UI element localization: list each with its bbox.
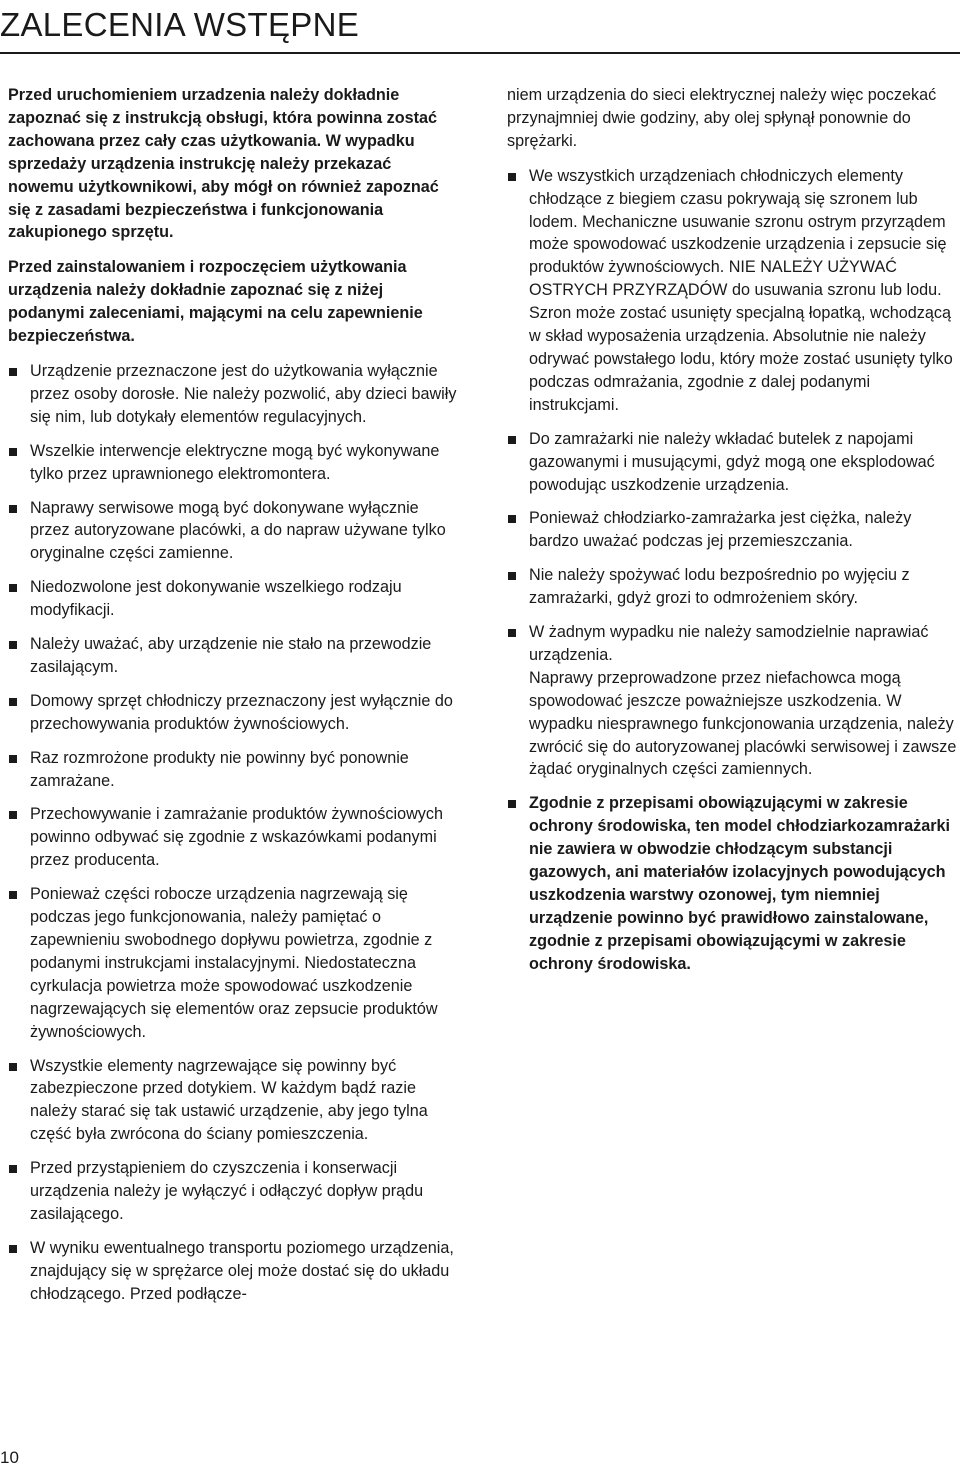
square-bullet-icon <box>9 698 17 706</box>
left-column <box>8 84 460 1317</box>
safety-list-continued <box>507 165 957 976</box>
list-item-repair <box>507 621 957 781</box>
intro-paragraph: Przed uruchomieniem urzadzenia należy dokładnie zapoznać się z instrukcją obsługi, która powinna zostać zachowana przez cały czas użytkowania. W wypadku sprzedaży urządzenia instrukcję należy przekazać nowemu użytkownikowi, aby mógł on również zapoznać się z zasadami bezpieczeństwa i funkcjonowania zakupionego sprzętu. <box>8 86 439 242</box>
list-item-text: Urządzenie przeznaczone jest do użytkowania wyłącznie przez osoby dorosłe. Nie należy pozwolić, aby dzieci bawiły się nim, lub dotykały elementów regulacyjnych. <box>30 361 457 426</box>
page-header <box>0 0 960 54</box>
list-item-text: Należy uważać, aby urządzenie nie stało na przewodzie zasilającym. <box>30 635 432 676</box>
list-item <box>507 165 957 417</box>
list-item-text: Wszelkie interwencje elektryczne mogą być wykonywane tylko przez uprawnionego elektromontera. <box>30 441 440 483</box>
list-item <box>8 633 460 679</box>
list-item <box>507 428 957 497</box>
list-item-text: Przed przystąpieniem do czyszczenia i konserwacji urządzenia należy je wyłączyć i odłączyć dopływ prądu zasilającego. <box>30 1159 424 1223</box>
continuation-paragraph: niem urządzenia do sieci elektrycznej należy więc poczekać przynajmniej dwie godziny, aby olej spłynął ponownie do sprężarki. <box>507 86 937 150</box>
list-item-text: Naprawy serwisowe mogą być dokonywane wyłącznie przez autoryzowane placówki, a do napraw używane tylko oryginalne części zamienne. <box>30 498 446 563</box>
list-item <box>8 576 460 622</box>
list-item-text: W wyniku ewentualnego transportu poziomego urządzenia, znajdujący się w sprężarce olej może dostać się do układu chłodzącego. Przed podłącze- <box>30 1238 454 1303</box>
square-bullet-icon <box>508 800 516 808</box>
environment-notice-text: Zgodnie z przepisami obowiązującymi w zakresie ochrony środowiska, ten model chłodziarkozamrażarki nie zawiera w obwodzie chłodzącym substancji gazowych, ani materiałów izolacyjnych powodujących uszkodzenia warstwy ozonowej, tym niemniej urządzenie powinno być prawidłowo zainstalowane, zgodnie z przepisami obowiązującymi w zakresie ochrony środowiska. <box>529 794 950 973</box>
list-item-text: Domowy sprzęt chłodniczy przeznaczony jest wyłącznie do przechowywania produktów żywnościowych. <box>30 691 453 733</box>
list-item <box>8 1237 460 1306</box>
page-title: ZALECENIA WSTĘPNE <box>0 6 360 43</box>
list-item-text: Do zamrażarki nie należy wkładać butelek z napojami gazowanymi i musującymi, gdyż mogą one eksplodować powodując uszkodzenie urządzenia. <box>529 429 935 494</box>
list-item <box>8 497 460 566</box>
square-bullet-icon <box>9 505 17 513</box>
list-item-text: Raz rozmrożone produkty nie powinny być ponownie zamrażane. <box>30 748 409 790</box>
list-item <box>507 564 957 610</box>
list-item <box>8 803 460 872</box>
square-bullet-icon <box>9 755 17 763</box>
list-item-text: Ponieważ chłodziarko-zamrażarka jest ciężka, należy bardzo uważać podczas jej przemieszczania. <box>529 509 912 551</box>
list-item <box>8 360 460 429</box>
repair-details-text: Naprawy przeprowadzone przez niefachowca mogą spowodować jeszcze poważniejsze uszkodzenia. W wypadku niesprawnego funkcjonowania urządzenia, należy zwrócić się do autoryzowanej placówki serwisowej i zawsze żądać oryginalnych części zamiennych. <box>529 668 957 779</box>
list-item <box>8 1157 460 1226</box>
square-bullet-icon <box>9 641 17 649</box>
list-item <box>8 690 460 736</box>
right-column <box>507 84 957 987</box>
square-bullet-icon <box>9 891 17 899</box>
square-bullet-icon <box>508 515 516 523</box>
square-bullet-icon <box>508 572 516 580</box>
square-bullet-icon <box>9 811 17 819</box>
list-item-text: Wszystkie elementy nagrzewające się powinny być zabezpieczone przed dotykiem. W każdym bądź razie należy starać się tak ustawić urządzenie, aby jego tylna część była zwrócona do ściany pomieszczenia. <box>30 1056 428 1144</box>
square-bullet-icon <box>9 1165 17 1173</box>
list-item-text: Niedozwolone jest dokonywanie wszelkiego rodzaju modyfikacji. <box>30 578 402 620</box>
page-number: 10 <box>0 1448 19 1467</box>
square-bullet-icon <box>508 629 516 637</box>
list-item-text: Nie należy spożywać lodu bezpośrednio po wyjęciu z zamrażarki, gdyż grozi to odmrożeniem skóry. <box>529 566 910 608</box>
list-item-text: Ponieważ części robocze urządzenia nagrzewają się podczas jego funkcjonowania, należy pamiętać o zapewnieniu swobodnego dopływu powietrza, zgodnie z podanymi instrukcjami instalacyjnymi. Niedostateczna cyrkulacja powietrza może spowodować uszkodzenie nagrzewających się elementów oraz zepsucie produktów żywnościowych. <box>30 885 438 1041</box>
list-item <box>8 883 460 1043</box>
list-item <box>8 1055 460 1147</box>
square-bullet-icon <box>9 448 17 456</box>
safety-list <box>8 360 460 1306</box>
list-item-text: We wszystkich urządzeniach chłodniczych elementy chłodzące z biegiem czasu pokrywają się szronem lub lodem. Mechaniczne usuwanie szronu ostrym przyrządem może spowodować uszkodzenie urządzenia i zepsucie się produktów żywnościowych. NIE NALEŻY UŻYWAĆ OSTRYCH PRZYRZĄDÓW do usuwania szronu lub lodu. Szron może zostać usunięty specjalną łopatką, wchodzącą w skład wyposażenia urządzenia. Absolutnie nie należy odrywać powstałego lodu, który może zostać usunięty tylko podczas odmrażania, zgodnie z dalej podanymi instrukcjami. <box>529 166 953 414</box>
square-bullet-icon <box>9 1245 17 1253</box>
list-item-environment <box>507 792 957 975</box>
square-bullet-icon <box>508 436 516 444</box>
list-item <box>8 747 460 793</box>
square-bullet-icon <box>9 1063 17 1071</box>
list-item <box>8 440 460 486</box>
list-item-text: Przechowywanie i zamrażanie produktów żywnościowych powinno odbywać się zgodnie z wskazówkami podanymi przez producenta. <box>30 805 443 870</box>
safety-intro-paragraph: Przed zainstalowaniem i rozpoczęciem użytkowania urządzenia należy dokładnie zapoznać się z niżej podanymi zaleceniami, mającymi na celu zapewnienie bezpieczeństwa. <box>8 258 423 346</box>
square-bullet-icon <box>508 173 516 181</box>
repair-warning-text: W żadnym wypadku nie należy samodzielnie naprawiać urządzenia. <box>529 623 929 664</box>
square-bullet-icon <box>9 368 17 376</box>
square-bullet-icon <box>9 584 17 592</box>
list-item <box>507 507 957 553</box>
